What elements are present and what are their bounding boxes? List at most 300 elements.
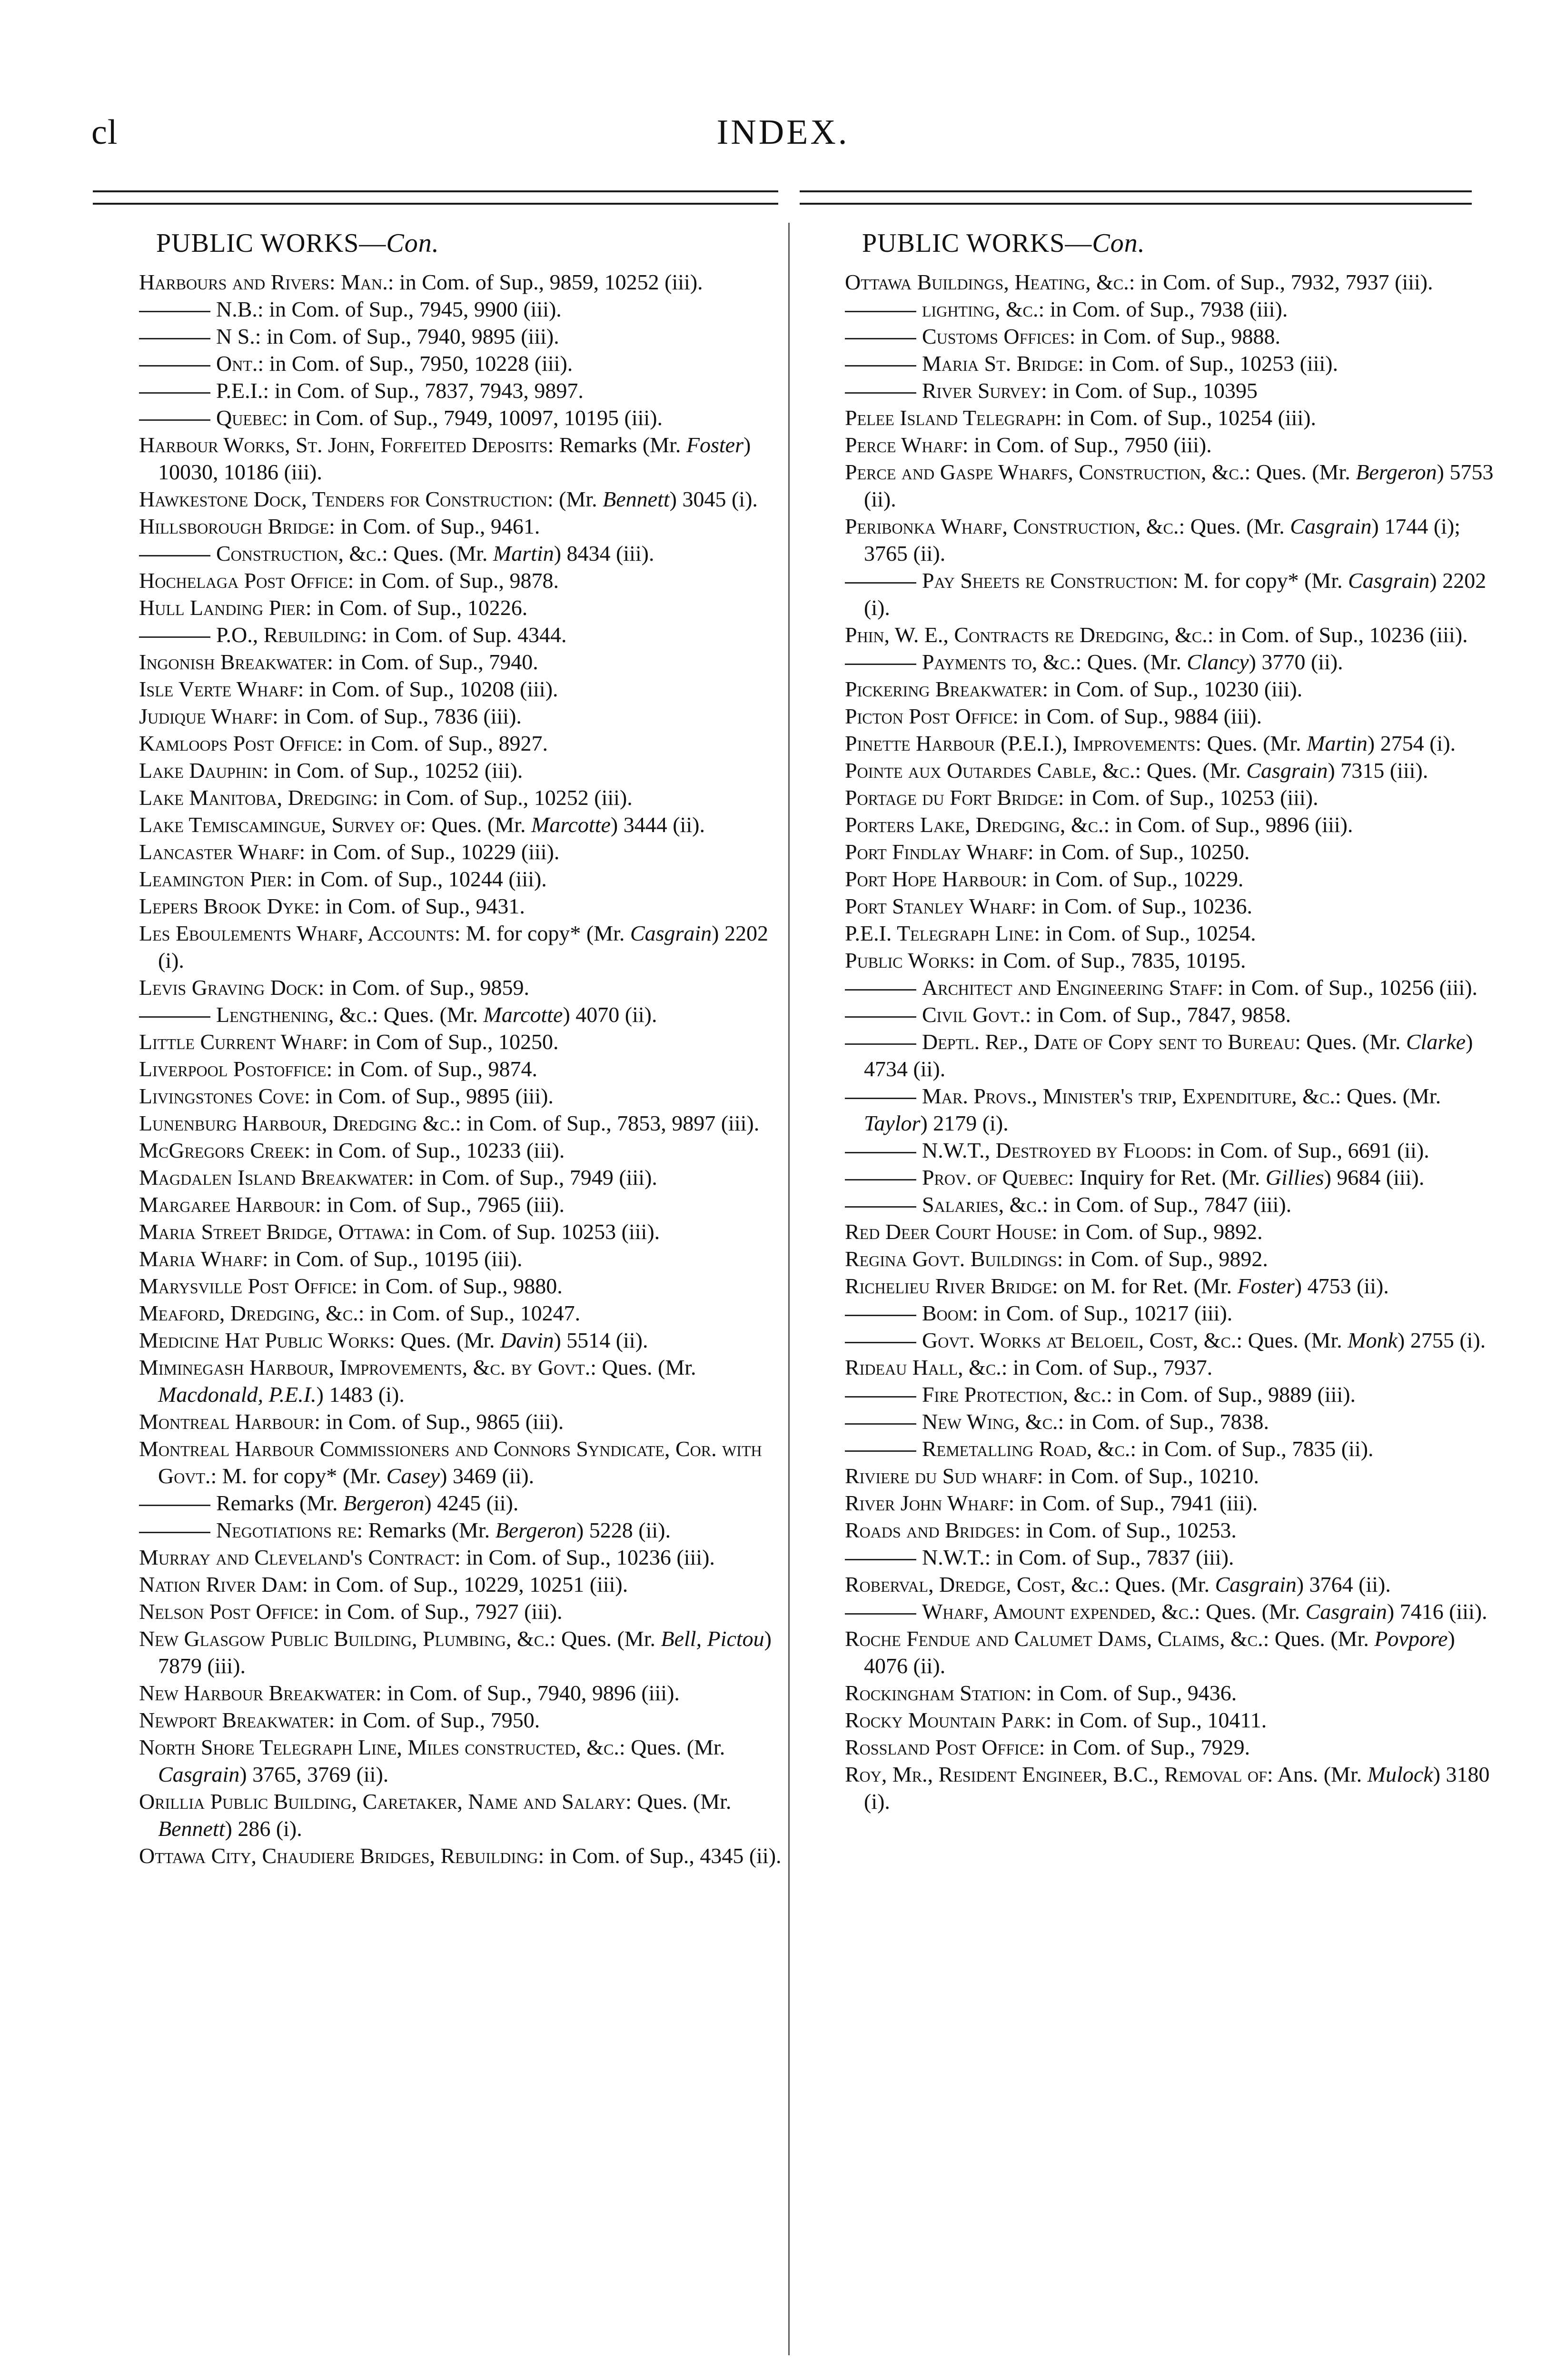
- entry-reference: in Com. of Sup., 9431.: [320, 894, 525, 918]
- entry-heading: McGregors Creek:: [139, 1138, 311, 1162]
- entry-heading: Richelieu River Bridge:: [845, 1274, 1058, 1298]
- index-entry: [139, 296, 795, 323]
- entry-heading: Ottawa City, Chaudiere Bridges, Rebuilding:: [139, 1844, 545, 1868]
- entry-heading: Harbour Works, St. John, Forfeited Deposits:: [139, 433, 554, 457]
- entry-reference: in Com. of Sup., 7950 (iii).: [968, 433, 1212, 457]
- index-entry: [845, 1679, 1501, 1706]
- entry-reference: ) 7416 (iii).: [1387, 1599, 1487, 1624]
- ditto-dash: [845, 1206, 916, 1208]
- entry-prefix: Remarks (Mr.: [554, 433, 686, 457]
- entry-reference: in Com. of Sup., 10229, 10251 (iii).: [308, 1572, 628, 1597]
- index-entry: [139, 974, 795, 1001]
- entry-heading: Pickering Breakwater:: [845, 677, 1049, 701]
- entry-heading: Portage du Fort Bridge:: [845, 785, 1064, 810]
- entry-prefix: Ques. (Mr.: [378, 1002, 484, 1027]
- entry-heading: Quebec:: [216, 406, 288, 430]
- entry-heading: Porters Lake, Dredging, &c.:: [845, 813, 1110, 837]
- left-column: [139, 228, 795, 1869]
- entry-heading: N S.:: [216, 324, 261, 348]
- index-entry: [139, 567, 795, 594]
- index-entry: [845, 1001, 1501, 1028]
- entry-reference: in Com. of Sup., 9436.: [1031, 1681, 1237, 1705]
- entry-reference: in Com. of Sup., 10254 (iii).: [1061, 406, 1317, 430]
- entry-prefix: M. for copy* (Mr.: [1178, 568, 1348, 593]
- entry-heading: Architect and Engineering Staff:: [922, 975, 1223, 1000]
- entry-reference: in Com. of Sup., 10230 (iii).: [1048, 677, 1303, 701]
- entry-heading: Murray and Cleveland's Contract:: [139, 1545, 461, 1569]
- entry-heading: Regina Govt. Buildings:: [845, 1247, 1063, 1271]
- entry-heading: Lake Manitoba, Dredging:: [139, 785, 378, 810]
- index-entry: [139, 594, 795, 621]
- entry-heading: Maria Wharf:: [139, 1247, 268, 1271]
- entry-prefix: Ques. (Mr.: [1200, 1599, 1306, 1624]
- entry-reference: in Com. of Sup., 7847, 9858.: [1031, 1002, 1291, 1027]
- entry-reference: in Com. of Sup., 10395: [1047, 378, 1258, 403]
- index-entry: [139, 1571, 795, 1598]
- entry-prefix: Ques. (Mr.: [1201, 731, 1307, 755]
- entry-reference: in Com. of Sup., 7949 (iii).: [414, 1165, 657, 1190]
- index-entry: [845, 811, 1501, 838]
- entry-heading: River John Wharf:: [845, 1491, 1015, 1515]
- index-entry: [845, 1218, 1501, 1245]
- entry-heading: Judique Wharf:: [139, 704, 278, 728]
- entry-heading: Roy, Mr., Resident Engineer, B.C., Removal of:: [845, 1762, 1273, 1786]
- entry-reference: in Com. of Sup., 10254.: [1040, 921, 1256, 945]
- entry-reference: in Com. of Sup., 7940.: [333, 650, 538, 674]
- entry-reference: in Com. of Sup., 7949, 10097, 10195 (iii).: [287, 406, 663, 430]
- entry-heading: North Shore Telegraph Line, Miles constructed, &c.:: [139, 1735, 625, 1759]
- entry-reference: in Com. of Sup., 10195 (iii).: [268, 1247, 523, 1271]
- index-entry: [845, 1598, 1501, 1625]
- ditto-dash: [139, 1016, 210, 1018]
- index-entry: [845, 567, 1501, 621]
- entry-heading: Little Current Wharf:: [139, 1030, 348, 1054]
- entry-reference: ) 2755 (i).: [1398, 1328, 1486, 1352]
- index-entry: [845, 784, 1501, 811]
- entry-prefix: Ques. (Mr.: [1110, 1572, 1215, 1597]
- entry-reference: ) 10030, 10186 (iii).: [158, 433, 751, 484]
- entry-reference: ) 3180 (i).: [864, 1762, 1490, 1814]
- index-entry: [139, 1842, 795, 1869]
- entry-reference: in Com. of Sup., 9889 (iii).: [1112, 1382, 1356, 1407]
- entry-reference: ) 3469 (ii).: [440, 1464, 535, 1488]
- index-entry: [845, 1354, 1501, 1381]
- entry-reference: in Com. of Sup., 9859.: [324, 975, 529, 1000]
- index-entry: [139, 1272, 795, 1299]
- entry-reference: in Com. of Sup., 9895 (iii).: [310, 1084, 554, 1108]
- entry-heading: Prov. of Quebec:: [922, 1165, 1074, 1190]
- ditto-dash: [845, 338, 916, 339]
- entry-heading: P.E.I.:: [216, 378, 269, 403]
- entry-prefix: M. for copy* (Mr.: [460, 921, 630, 945]
- entry-reference: ) 3764 (ii).: [1296, 1572, 1391, 1597]
- entry-prefix: Ans. (Mr.: [1273, 1762, 1368, 1786]
- ditto-dash: [845, 1559, 916, 1560]
- entry-reference: in Com. of Sup., 8927.: [343, 731, 548, 755]
- index-entry: [139, 431, 795, 486]
- entry-heading: Lake Dauphin:: [139, 758, 269, 783]
- entry-reference: in Com. of Sup., 7836 (iii).: [278, 704, 522, 728]
- entry-reference: ) 8434 (iii).: [554, 541, 654, 565]
- entry-reference: ) 4070 (ii).: [563, 1002, 657, 1027]
- entry-reference: in Com. of Sup., 10253 (iii).: [1064, 785, 1318, 810]
- index-entry: [139, 703, 795, 730]
- entry-reference: ) 3765, 3769 (ii).: [239, 1762, 389, 1786]
- ditto-dash: [845, 1342, 916, 1343]
- member-name: Bergeron: [495, 1518, 576, 1542]
- ditto-dash: [139, 419, 210, 421]
- index-entry: [139, 1489, 795, 1517]
- entry-prefix: Ques. (Mr.: [387, 541, 493, 565]
- index-entry: [845, 703, 1501, 730]
- entry-heading: Construction, &c.:: [216, 541, 388, 565]
- entry-prefix: Inquiry for Ret. (Mr.: [1074, 1165, 1266, 1190]
- index-entry: [845, 1191, 1501, 1218]
- entry-reference: ) 5514 (ii).: [554, 1328, 648, 1352]
- index-entry: [845, 1462, 1501, 1489]
- header-rule-left: [93, 190, 778, 205]
- entry-heading: Lengthening, &c.:: [216, 1002, 378, 1027]
- index-entry: [845, 1625, 1501, 1679]
- entry-reference: in Com. of Sup., 10252 (iii).: [268, 758, 523, 783]
- ditto-dash: [845, 365, 916, 367]
- index-entry: [139, 1734, 795, 1788]
- member-name: Bergeron: [1356, 460, 1437, 484]
- index-entry: [845, 1517, 1501, 1544]
- index-entry: [845, 513, 1501, 567]
- index-entry: [845, 458, 1501, 513]
- entry-reference: in Com. of Sup., 7945, 9900 (iii).: [263, 297, 562, 321]
- index-entry: [845, 1408, 1501, 1435]
- entry-heading: Red Deer Court House:: [845, 1220, 1058, 1244]
- member-name: Foster: [1237, 1274, 1295, 1298]
- index-entry: [845, 1299, 1501, 1327]
- entry-heading: Margaree Harbour:: [139, 1192, 321, 1217]
- index-entry: [845, 296, 1501, 323]
- entry-reference: in Com of Sup., 10250.: [348, 1030, 559, 1054]
- entry-reference: in Com. of Sup., 6691 (ii).: [1192, 1138, 1429, 1162]
- entry-reference: in Com. of Sup., 9884 (iii).: [1018, 704, 1262, 728]
- member-name: Casgrain: [1348, 568, 1430, 593]
- entry-reference: ) 286 (i).: [225, 1816, 302, 1841]
- entry-heading: Pinette Harbour (P.E.I.), Improvements:: [845, 731, 1202, 755]
- entry-prefix: Ques. (Mr.: [1300, 1030, 1406, 1054]
- entry-reference: ) 7879 (iii).: [158, 1626, 772, 1678]
- entry-prefix: Ques. (Mr.: [1185, 514, 1290, 538]
- member-name: Casey: [386, 1464, 440, 1488]
- entry-heading: Lancaster Wharf:: [139, 840, 306, 864]
- index-entry: [845, 730, 1501, 757]
- entry-heading: Peribonka Wharf, Construction, &c.:: [845, 514, 1185, 538]
- entry-reference: in Com. of Sup., 10253.: [1021, 1518, 1237, 1542]
- entry-heading: Deptl. Rep., Date of Copy sent to Bureau:: [922, 1030, 1301, 1054]
- member-name: Bennett: [603, 487, 670, 511]
- index-entry: [139, 268, 795, 296]
- left-entries: [139, 268, 795, 1869]
- entry-reference: in Com. of Sup., 10252 (iii).: [378, 785, 633, 810]
- index-entry: [845, 1327, 1501, 1354]
- entry-heading: Harbours and Rivers: Man.:: [139, 270, 394, 294]
- index-entry: [845, 1489, 1501, 1517]
- index-entry: [845, 892, 1501, 920]
- index-entry: [139, 323, 795, 350]
- entry-heading: Lake Temiscamingue, Survey of:: [139, 813, 426, 837]
- entry-heading: Isle Verte Wharf:: [139, 677, 304, 701]
- entry-heading: Livingstones Cove:: [139, 1084, 310, 1108]
- entry-heading: Liverpool Postoffice:: [139, 1057, 333, 1081]
- entry-heading: Civil Govt.:: [922, 1002, 1031, 1027]
- entry-prefix: Ques. (Mr.: [1250, 460, 1356, 484]
- ditto-dash: [139, 311, 210, 312]
- entry-reference: in Com. of Sup. 4344.: [367, 623, 567, 647]
- index-entry: [845, 865, 1501, 892]
- index-entry: [845, 1245, 1501, 1272]
- member-name: Mulock: [1367, 1762, 1433, 1786]
- entry-reference: ) 4753 (ii).: [1294, 1274, 1389, 1298]
- section-heading: PUBLIC WORKS—Con.: [156, 228, 439, 258]
- index-entry: [845, 1082, 1501, 1137]
- index-entry: [139, 1354, 795, 1408]
- entry-reference: ) 9684 (iii).: [1324, 1165, 1425, 1190]
- entry-reference: in Com. of Sup., 9859, 10252 (iii).: [394, 270, 703, 294]
- member-name: Macdonald, P.E.I.: [158, 1382, 317, 1407]
- page-number: cl: [91, 113, 118, 152]
- entry-prefix: Remarks (Mr.: [363, 1518, 496, 1542]
- index-entry: [139, 1110, 795, 1137]
- entry-reference: in Com. of Sup., 7941 (iii).: [1014, 1491, 1258, 1515]
- entry-prefix: Ques. (Mr.: [555, 1626, 661, 1651]
- entry-heading: Boom:: [922, 1301, 979, 1325]
- entry-prefix: Ques. (Mr.: [395, 1328, 501, 1352]
- entry-heading: Govt. Works at Beloeil, Cost, &c.:: [922, 1328, 1243, 1352]
- entry-reference: ) 5753 (ii).: [864, 460, 1494, 511]
- ditto-dash: [845, 1179, 916, 1180]
- entry-heading: Mar. Provs., Minister's trip, Expenditure, &c.:: [922, 1084, 1341, 1108]
- entry-reference: in Com. of Sup., 7853, 9897 (iii).: [461, 1111, 760, 1135]
- index-entry: [845, 404, 1501, 431]
- entry-heading: Wharf, Amount expended, &c.:: [922, 1599, 1200, 1624]
- entry-heading: Leamington Pier:: [139, 867, 293, 891]
- entry-heading: Les Eboulements Wharf, Accounts:: [139, 921, 461, 945]
- entry-heading: Orillia Public Building, Caretaker, Name and Salary:: [139, 1789, 632, 1814]
- member-name: Casgrain: [1246, 758, 1328, 783]
- entry-heading: Rocky Mountain Park:: [845, 1708, 1052, 1732]
- entry-reference: ) 5228 (ii).: [576, 1518, 671, 1542]
- entry-heading: Port Findlay Wharf:: [845, 840, 1034, 864]
- entry-reference: in Com. of Sup., 10233 (iii).: [310, 1138, 565, 1162]
- entry-heading: Miminegash Harbour, Improvements, &c. by Govt.:: [139, 1355, 597, 1379]
- index-entry: [845, 1137, 1501, 1164]
- entry-reference: ) 1744 (i); 3765 (ii).: [864, 514, 1461, 565]
- entry-heading: P.O., Rebuilding:: [216, 623, 367, 647]
- ditto-dash: [845, 1423, 916, 1425]
- member-name: Clancy: [1187, 650, 1249, 674]
- entry-reference: in Com. of Sup., 7929.: [1045, 1735, 1250, 1759]
- ditto-dash: [139, 1532, 210, 1533]
- index-entry: [139, 513, 795, 540]
- entry-heading: Perce Wharf:: [845, 433, 969, 457]
- entry-heading: New Glasgow Public Building, Plumbing, &c.:: [139, 1626, 556, 1651]
- entry-heading: Fire Protection, &c.:: [922, 1382, 1112, 1407]
- ditto-dash: [845, 1016, 916, 1018]
- entry-reference: ) 4245 (ii).: [424, 1491, 519, 1515]
- entry-reference: in Com. of Sup., 10208 (iii).: [304, 677, 558, 701]
- entry-reference: in Com. of Sup. 10253 (iii).: [411, 1220, 660, 1244]
- member-name: Foster: [686, 433, 743, 457]
- index-entry: [845, 1706, 1501, 1734]
- ditto-dash: [845, 1613, 916, 1615]
- entry-heading: Medicine Hat Public Works:: [139, 1328, 396, 1352]
- index-entry: [139, 1327, 795, 1354]
- entry-heading: Ottawa Buildings, Heating, &c.:: [845, 270, 1135, 294]
- entry-reference: in Com. of Sup., 10229 (iii).: [305, 840, 560, 864]
- section-heading: PUBLIC WORKS—Con.: [862, 228, 1145, 258]
- entry-heading: Magdalen Island Breakwater:: [139, 1165, 414, 1190]
- index-entry: [139, 377, 795, 404]
- entry-reference: in Com. of Sup., 10411.: [1051, 1708, 1267, 1732]
- ditto-dash: [139, 1505, 210, 1506]
- member-name: Casgrain: [1215, 1572, 1297, 1597]
- index-entry: [845, 1734, 1501, 1761]
- index-entry: [139, 920, 795, 974]
- entry-heading: P.E.I. Telegraph Line:: [845, 921, 1040, 945]
- right-column: [845, 228, 1501, 1815]
- ditto-dash: [845, 664, 916, 665]
- index-entry: [845, 1761, 1501, 1815]
- entry-heading: N.W.T., Destroyed by Floods:: [922, 1138, 1192, 1162]
- entry-heading: Rockingham Station:: [845, 1681, 1032, 1705]
- entry-heading: Pay Sheets re Construction:: [922, 568, 1179, 593]
- entry-reference: in Com. of Sup., 9892.: [1057, 1220, 1263, 1244]
- entry-heading: Marysville Post Office:: [139, 1274, 358, 1298]
- entry-heading: Ont.:: [216, 351, 264, 376]
- entry-reference: ) 3444 (ii).: [610, 813, 705, 837]
- index-entry: [139, 1082, 795, 1110]
- entry-reference: ) 2202 (i).: [864, 568, 1487, 620]
- entry-prefix: Ques. (Mr.: [631, 1789, 732, 1814]
- member-name: Gillies: [1265, 1165, 1324, 1190]
- ditto-dash: [845, 1152, 916, 1153]
- entry-prefix: Ques. (Mr.: [625, 1735, 725, 1759]
- index-entry: [139, 1001, 795, 1028]
- index-entry: [845, 1272, 1501, 1299]
- entry-heading: Nation River Dam:: [139, 1572, 308, 1597]
- entry-heading: Meaford, Dredging, &c.:: [139, 1301, 365, 1325]
- entry-heading: Payments to, &c.:: [922, 650, 1082, 674]
- member-name: Taylor: [864, 1111, 921, 1135]
- entry-reference: in Com. of Sup., 9878.: [354, 568, 559, 593]
- entry-reference: in Com. of Sup., 10253 (iii).: [1083, 351, 1338, 376]
- index-entry: [139, 1245, 795, 1272]
- index-entry: [139, 1625, 795, 1679]
- ditto-dash: [845, 989, 916, 991]
- index-entry: [139, 648, 795, 675]
- entry-heading: Port Stanley Wharf:: [845, 894, 1037, 918]
- index-entry: [845, 1381, 1501, 1408]
- index-entry: [139, 350, 795, 377]
- member-name: Marcotte: [531, 813, 611, 837]
- index-entry: [845, 648, 1501, 675]
- entry-heading: Hochelaga Post Office:: [139, 568, 354, 593]
- member-name: Martin: [493, 541, 554, 565]
- entry-heading: Rossland Post Office:: [845, 1735, 1045, 1759]
- ditto-dash: [845, 1098, 916, 1099]
- member-name: Povpore: [1374, 1626, 1448, 1651]
- entry-heading: Rideau Hall, &c.:: [845, 1355, 1008, 1379]
- index-entry: [139, 404, 795, 431]
- member-name: Monk: [1348, 1328, 1398, 1352]
- index-entry: [139, 621, 795, 648]
- index-entry: [845, 675, 1501, 703]
- index-entry: [139, 757, 795, 784]
- entry-reference: in Com. of Sup., 9888.: [1075, 324, 1281, 348]
- entry-reference: in Com. of Sup., 7965 (iii).: [321, 1192, 565, 1217]
- entry-heading: Roads and Bridges:: [845, 1518, 1021, 1542]
- ditto-dash: [845, 392, 916, 394]
- member-name: Casgrain: [158, 1762, 240, 1786]
- ditto-dash: [845, 582, 916, 584]
- entry-heading: Picton Post Office:: [845, 704, 1019, 728]
- entry-heading: Maria St. Bridge:: [922, 351, 1084, 376]
- index-entry: [139, 675, 795, 703]
- entry-reference: in Com. of Sup., 9896 (iii).: [1110, 813, 1353, 837]
- member-name: Casgrain: [1290, 514, 1372, 538]
- entry-heading: Customs Offices:: [922, 324, 1076, 348]
- member-name: Marcotte: [483, 1002, 563, 1027]
- index-entry: [139, 1164, 795, 1191]
- entry-reference: in Com. of Sup., 9892.: [1063, 1247, 1268, 1271]
- index-entry: [139, 1679, 795, 1706]
- index-entry: [139, 486, 795, 513]
- entry-reference: ) 3045 (i).: [669, 487, 758, 511]
- entry-reference: in Com. of Sup., 10236 (iii).: [1213, 623, 1468, 647]
- ditto-dash: [139, 338, 210, 339]
- entry-reference: ) 7315 (iii).: [1328, 758, 1428, 783]
- entry-prefix: Ques. (Mr.: [1242, 1328, 1348, 1352]
- entry-heading: Newport Breakwater:: [139, 1708, 335, 1732]
- entry-heading: Roberval, Dredge, Cost, &c.:: [845, 1572, 1110, 1597]
- index-entry: [139, 1788, 795, 1842]
- entry-heading: Phin, W. E., Contracts re Dredging, &c.:: [845, 623, 1214, 647]
- entry-heading: Riviere du Sud wharf:: [845, 1464, 1043, 1488]
- ditto-dash: [139, 636, 210, 638]
- entry-reference: in Com. of Sup., 7835 (ii).: [1136, 1437, 1374, 1461]
- entry-reference: in Com. of Sup., 4345 (ii).: [544, 1844, 782, 1868]
- entry-reference: in Com. of Sup., 9461.: [335, 514, 540, 538]
- entry-prefix: (Mr.: [553, 487, 603, 511]
- member-name: Casgrain: [630, 921, 712, 945]
- entry-heading: Ingonish Breakwater:: [139, 650, 334, 674]
- index-entry: [139, 1218, 795, 1245]
- entry-reference: ) 2179 (i).: [920, 1111, 1009, 1135]
- index-entry: [845, 350, 1501, 377]
- entry-reference: in Com. of Sup., 7940, 9895 (iii).: [261, 324, 559, 348]
- entry-heading: River Survey:: [922, 378, 1047, 403]
- index-entry: [139, 1435, 795, 1489]
- index-entry: [139, 784, 795, 811]
- entry-reference: ) 1483 (i).: [316, 1382, 405, 1407]
- entry-reference: in Com. of Sup., 10236.: [1036, 894, 1253, 918]
- entry-prefix: Ques. (Mr.: [426, 813, 531, 837]
- index-entry: [845, 757, 1501, 784]
- ditto-dash: [845, 1315, 916, 1316]
- member-name: Bell, Pictou: [661, 1626, 764, 1651]
- index-entry: [139, 540, 795, 567]
- member-name: Martin: [1307, 731, 1368, 755]
- index-entry: [845, 621, 1501, 648]
- entry-reference: in Com. of Sup., 10210.: [1043, 1464, 1259, 1488]
- entry-heading: Pelee Island Telegraph:: [845, 406, 1062, 430]
